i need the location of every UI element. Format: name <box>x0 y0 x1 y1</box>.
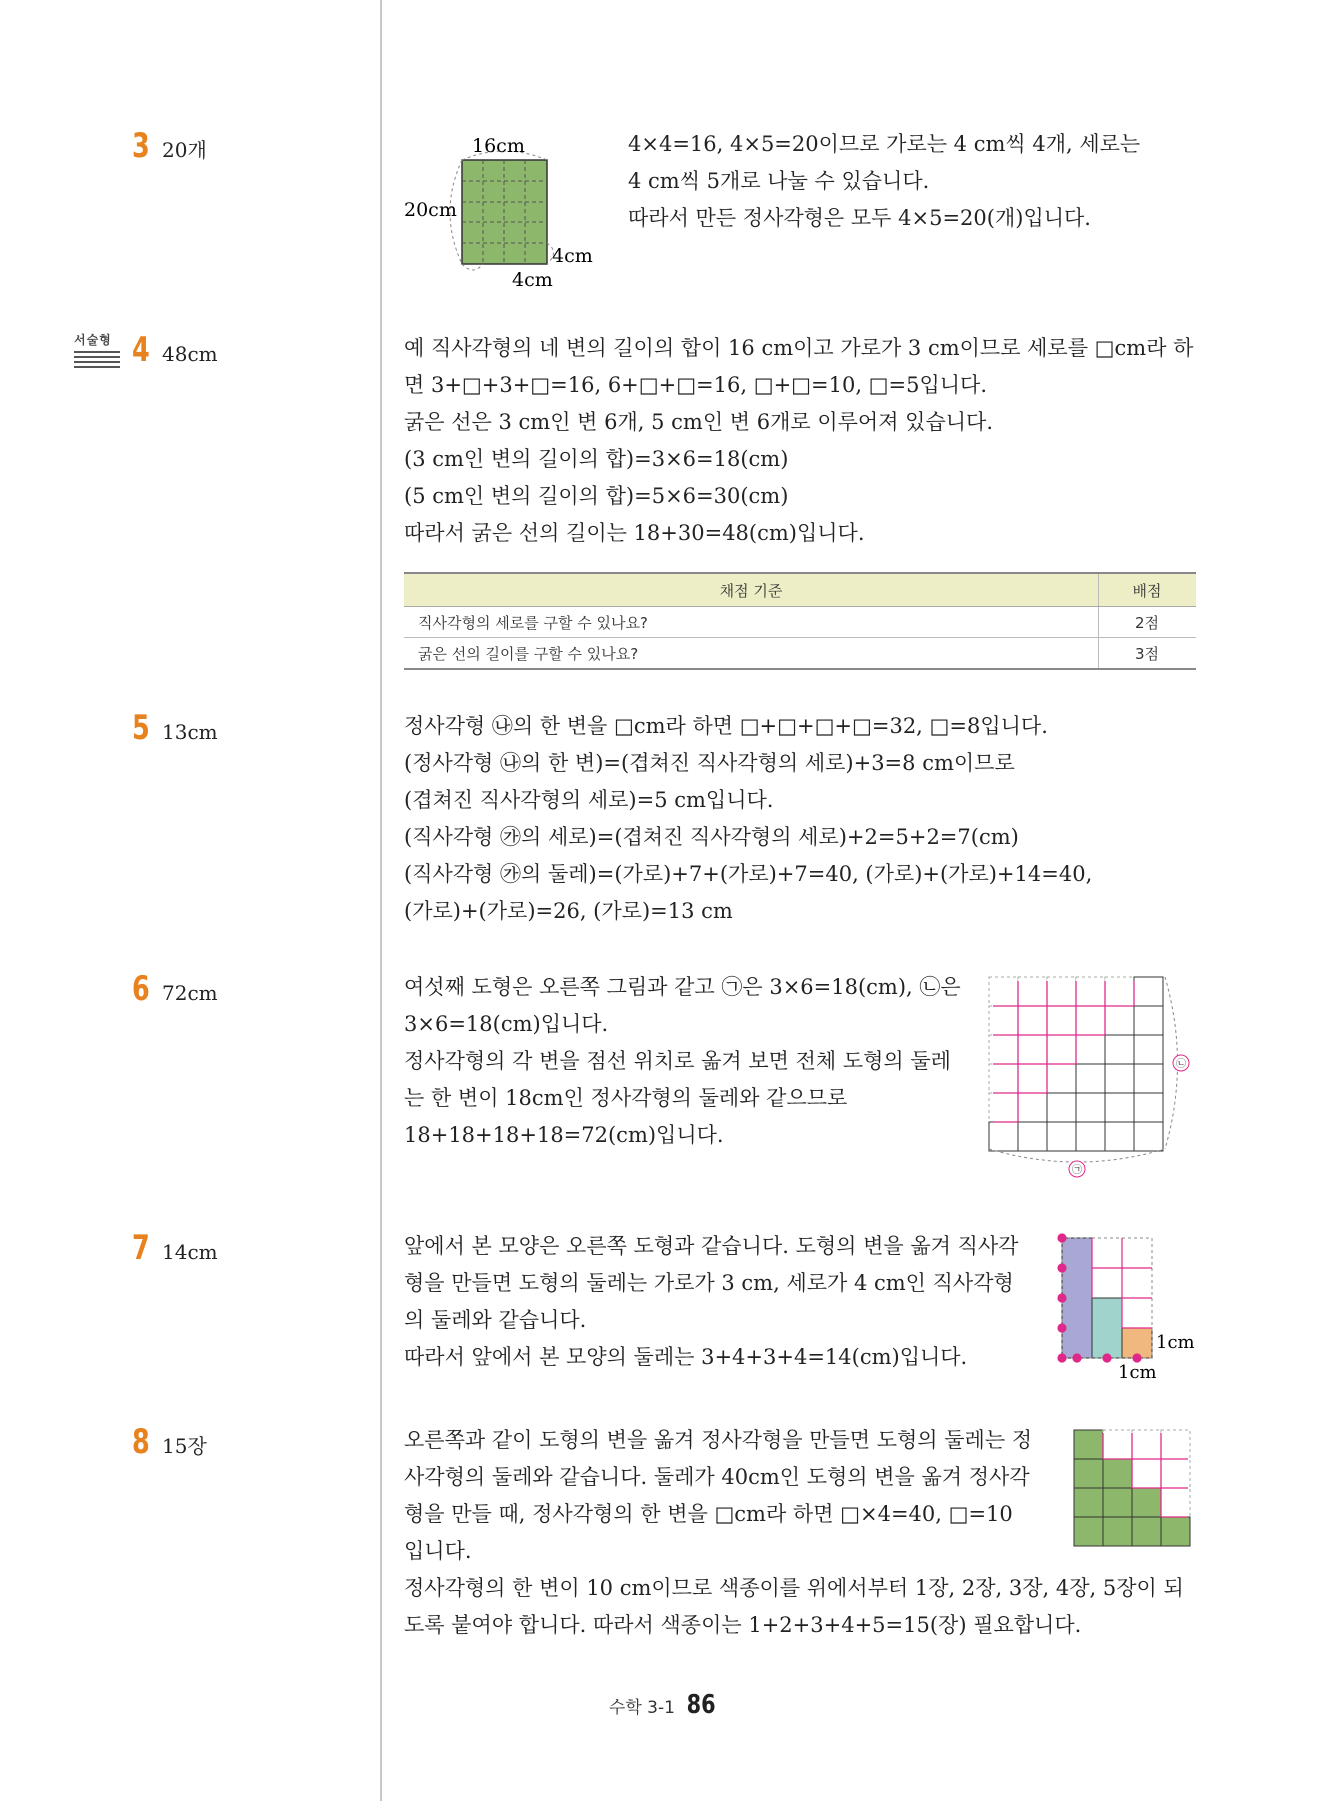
text-line: (직사각형 ㉮의 둘레)=(가로)+7+(가로)+7=40, (가로)+(가로)+14=40, <box>404 862 1093 886</box>
square-cell <box>1105 1093 1134 1122</box>
answer-number: 4 <box>132 330 150 370</box>
dashed-cell <box>1132 1459 1161 1488</box>
q6-label-bottom: ㉠ <box>1072 1165 1082 1176</box>
q7-label-bottom: 1cm <box>1118 1362 1157 1380</box>
dashed-cell <box>1161 1488 1190 1517</box>
text-line: 형을 만들면 도형의 둘레는 가로가 3 cm, 세로가 4 cm인 직사각형 <box>404 1271 1014 1295</box>
square-cell <box>1105 1006 1134 1035</box>
text-line: (가로)+(가로)=26, (가로)=13 cm <box>404 899 733 923</box>
scoring-table <box>404 572 1196 670</box>
q5-explanation <box>404 708 1092 930</box>
square-cell <box>1076 1122 1105 1151</box>
dashed-cell <box>1018 1035 1047 1064</box>
dashed-cell <box>1018 977 1047 1006</box>
dashed-cell <box>1047 977 1076 1006</box>
page-number: 86 <box>686 1690 716 1720</box>
square-cell <box>1018 1093 1047 1122</box>
text-line: 따라서 앞에서 본 모양의 둘레는 3+4+3+4=14(cm)입니다. <box>404 1345 968 1369</box>
square-cell <box>989 1122 1018 1151</box>
footer-label: 수학 3-1 <box>608 1698 675 1718</box>
q6-label-right: ㉡ <box>1176 1059 1186 1070</box>
answer-number: 6 <box>132 969 150 1009</box>
dashed-cell <box>1105 977 1134 1006</box>
page-divider <box>380 0 382 1801</box>
square-cell <box>1105 1122 1134 1151</box>
text-line: 3×6=18(cm)입니다. <box>404 1012 609 1036</box>
page-footer <box>0 1690 1328 1720</box>
q3-rectangle-figure <box>400 132 610 292</box>
q3-label-bottom: 4cm <box>512 269 553 291</box>
text-line: (정사각형 ㉯의 한 변)=(겹쳐진 직사각형의 세로)+3=8 cm이므로 <box>404 751 1015 775</box>
answer-8 <box>132 1422 207 1462</box>
answer-number: 3 <box>132 126 150 166</box>
q6-explanation <box>404 969 961 1154</box>
text-line: 예 직사각형의 네 변의 길이의 합이 16 cm이고 가로가 3 cm이므로 세로를 □cm라 하 <box>404 336 1194 360</box>
square-cell <box>1134 977 1163 1006</box>
answer-value: 15장 <box>162 1434 207 1458</box>
text-line: 여섯째 도형은 오른쪽 그림과 같고 ㉠은 3×6=18(cm), ㉡은 <box>404 975 961 999</box>
text-line: 정사각형의 한 변이 10 cm이므로 색종이를 위에서부터 1장, 2장, 3장, 4장, 5장이 되 <box>404 1576 1184 1600</box>
q7-explanation <box>404 1228 1018 1376</box>
dashed-cell <box>1161 1459 1190 1488</box>
q3-label-right: 4cm <box>552 245 593 267</box>
paper-cell <box>1132 1517 1161 1546</box>
q6-staircase-figure <box>975 965 1205 1195</box>
answer-value: 48cm <box>162 342 218 366</box>
dashed-cell <box>1076 1006 1105 1035</box>
answer-6 <box>132 969 218 1009</box>
paper-cell <box>1103 1488 1132 1517</box>
table-row: 직사각형의 세로를 구할 수 있나요? 2점 <box>404 607 1196 638</box>
text-line: (직사각형 ㉮의 세로)=(겹쳐진 직사각형의 세로)+2=5+2=7(cm) <box>404 825 1019 849</box>
square-cell <box>1076 1093 1105 1122</box>
paper-cell <box>1132 1488 1161 1517</box>
dashed-cell <box>1103 1430 1132 1459</box>
answer-7 <box>132 1228 218 1268</box>
paper-cell <box>1161 1517 1190 1546</box>
answer-value: 13cm <box>162 720 218 744</box>
dashed-cell <box>989 977 1018 1006</box>
text-line: 의 둘레와 같습니다. <box>404 1308 587 1332</box>
answer-number: 5 <box>132 708 150 748</box>
dashed-cell <box>989 1093 1018 1122</box>
paper-cell <box>1103 1517 1132 1546</box>
paper-cell <box>1103 1459 1132 1488</box>
text-line: 형을 만들 때, 정사각형의 한 변을 □cm라 하면 □×4=40, □=10 <box>404 1502 1013 1526</box>
square-cell <box>1018 1122 1047 1151</box>
answer-number: 7 <box>132 1228 150 1268</box>
text-line: 따라서 굵은 선의 길이는 18+30=48(cm)입니다. <box>404 521 865 545</box>
answer-value: 72cm <box>162 981 218 1005</box>
square-cell <box>1134 1064 1163 1093</box>
square-cell <box>1134 1035 1163 1064</box>
table-header-points: 배점 <box>1099 573 1197 607</box>
text-line: 따라서 만든 정사각형은 모두 4×5=20(개)입니다. <box>628 206 1091 230</box>
square-cell <box>1134 1006 1163 1035</box>
square-cell <box>1134 1122 1163 1151</box>
answer-5 <box>132 708 218 748</box>
paper-cell <box>1074 1430 1103 1459</box>
essay-tag-label: 서술형 <box>74 333 112 347</box>
q4-explanation <box>404 330 1193 552</box>
q8-explanation <box>404 1422 1184 1644</box>
q3-explanation <box>628 126 1140 237</box>
dashed-cell <box>1018 1006 1047 1035</box>
table-row: 굵은 선의 길이를 구할 수 있나요? 3점 <box>404 638 1196 670</box>
text-line: 사각형의 둘레와 같습니다. 둘레가 40cm인 도형의 변을 옮겨 정사각 <box>404 1465 1030 1489</box>
square-cell <box>1105 1035 1134 1064</box>
dashed-cell <box>989 1006 1018 1035</box>
q8-colored-paper-figure <box>1072 1428 1202 1552</box>
text-line: 정사각형의 각 변을 점선 위치로 옮겨 보면 전체 도형의 둘레 <box>404 1049 951 1073</box>
answer-3 <box>132 126 207 166</box>
dashed-cell <box>1047 1035 1076 1064</box>
answer-number: 8 <box>132 1422 150 1462</box>
text-line: 도록 붙여야 합니다. 따라서 색종이는 1+2+3+4+5=15(장) 필요합니다. <box>404 1613 1082 1637</box>
text-line: (5 cm인 변의 길이의 합)=5×6=30(cm) <box>404 484 789 508</box>
text-line: 굵은 선은 3 cm인 변 6개, 5 cm인 변 6개로 이루어져 있습니다. <box>404 410 994 434</box>
text-line: 입니다. <box>404 1539 472 1563</box>
q7-front-view-figure <box>1050 1230 1200 1380</box>
text-line: 는 한 변이 18cm인 정사각형의 둘레와 같으므로 <box>404 1086 848 1110</box>
answer-4 <box>132 330 218 370</box>
square-cell <box>1076 1064 1105 1093</box>
text-line: 4 cm씩 5개로 나눌 수 있습니다. <box>628 169 930 193</box>
q3-label-top: 16cm <box>472 135 525 157</box>
dashed-cell <box>1076 977 1105 1006</box>
square-cell <box>1047 1093 1076 1122</box>
square-cell <box>1047 1122 1076 1151</box>
dashed-cell <box>1047 1006 1076 1035</box>
text-line: 면 3+□+3+□=16, 6+□+□=16, □+□=10, □=5입니다. <box>404 373 988 397</box>
answer-value: 14cm <box>162 1240 218 1264</box>
q3-label-left: 20cm <box>404 199 457 221</box>
dashed-cell <box>989 1035 1018 1064</box>
dashed-cell <box>1018 1064 1047 1093</box>
dashed-cell <box>1161 1430 1190 1459</box>
text-line: 18+18+18+18=72(cm)입니다. <box>404 1123 724 1147</box>
table-header-criteria: 채점 기준 <box>404 573 1099 607</box>
text-line: 4×4=16, 4×5=20이므로 가로는 4 cm씩 4개, 세로는 <box>628 132 1141 156</box>
paper-cell <box>1074 1488 1103 1517</box>
answer-value: 20개 <box>162 138 207 162</box>
text-line: 앞에서 본 모양은 오른쪽 도형과 같습니다. 도형의 변을 옮겨 직사각 <box>404 1234 1019 1258</box>
paper-cell <box>1074 1517 1103 1546</box>
square-cell <box>1076 1035 1105 1064</box>
text-line: (3 cm인 변의 길이의 합)=3×6=18(cm) <box>404 447 789 471</box>
square-cell <box>1134 1093 1163 1122</box>
essay-tag <box>74 331 120 368</box>
text-line: 정사각형 ㉯의 한 변을 □cm라 하면 □+□+□+□=32, □=8입니다. <box>404 714 1048 738</box>
square-cell <box>1105 1064 1134 1093</box>
q7-label-right: 1cm <box>1156 1332 1195 1353</box>
text-line: 오른쪽과 같이 도형의 변을 옮겨 정사각형을 만들면 도형의 둘레는 정 <box>404 1428 1033 1452</box>
square-cell <box>1047 1064 1076 1093</box>
dashed-cell <box>1132 1430 1161 1459</box>
text-line: (겹쳐진 직사각형의 세로)=5 cm입니다. <box>404 788 774 812</box>
dashed-cell <box>989 1064 1018 1093</box>
paper-cell <box>1074 1459 1103 1488</box>
